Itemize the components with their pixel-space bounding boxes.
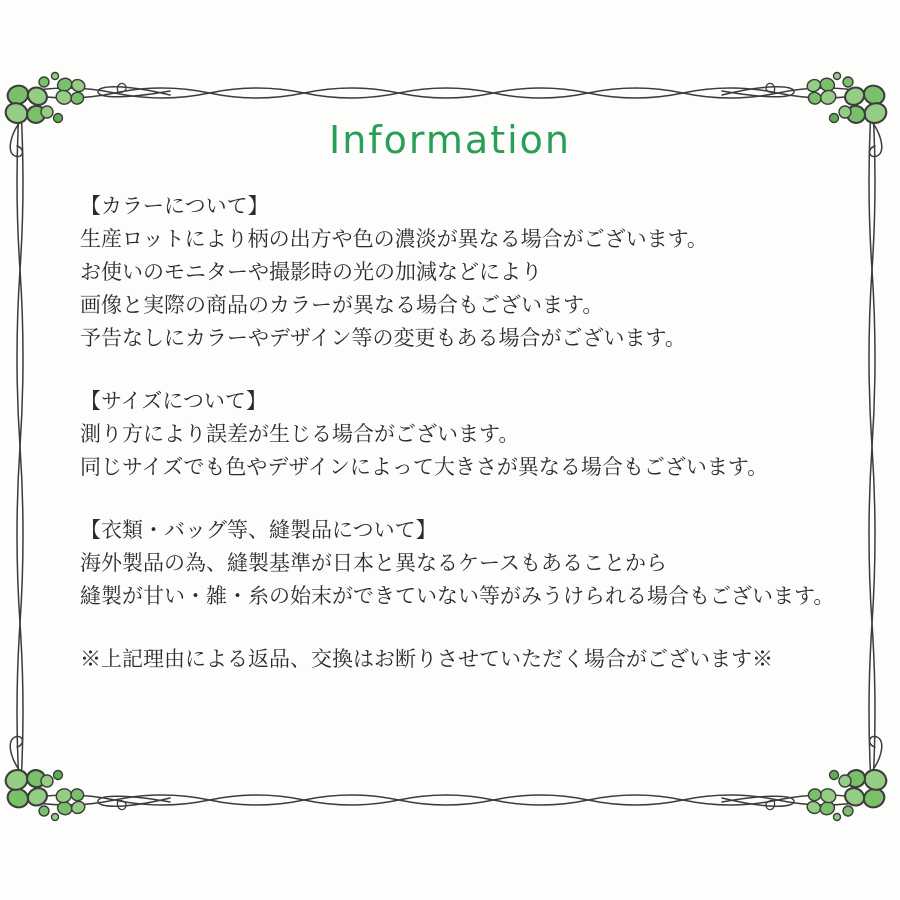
- returns-note: ※上記理由による返品、交換はお断りさせていただく場合がございます※: [80, 648, 773, 671]
- section-sewn-goods-heading: 【衣類・バッグ等、縫製品について】: [80, 519, 437, 542]
- section-size: [80, 385, 840, 484]
- clover-cluster-bottom-left: [3, 736, 170, 820]
- border-left: [17, 93, 23, 800]
- section-sewn-goods: [80, 514, 840, 613]
- body-line: 同じサイズでも色やデザインによって大きさが異なる場合もございます。: [80, 456, 769, 479]
- body-line: 生産ロットにより柄の出方や色の濃淡が異なる場合がございます。: [80, 228, 708, 251]
- body-line: お使いのモニターや撮影時の光の加減などにより: [80, 261, 542, 284]
- body-line: 画像と実際の商品のカラーが異なる場合もございます。: [80, 294, 604, 317]
- section-size-heading: 【サイズについて】: [80, 390, 267, 413]
- section-color: [80, 190, 840, 355]
- info-content: [80, 190, 840, 676]
- border-right: [869, 93, 875, 800]
- page-title: Information: [329, 118, 571, 162]
- clover-cluster-bottom-right: [722, 736, 889, 820]
- body-line: 縫製が甘い・雑・糸の始末ができていない等がみうけられる場合もございます。: [80, 585, 835, 608]
- body-line: 測り方により誤差が生じる場合がございます。: [80, 423, 520, 446]
- body-line: 予告なしにカラーやデザイン等の変更もある場合がございます。: [80, 327, 686, 350]
- body-line: 海外製品の為、縫製基準が日本と異なるケースもあることから: [80, 552, 667, 575]
- section-color-heading: 【カラーについて】: [80, 195, 269, 218]
